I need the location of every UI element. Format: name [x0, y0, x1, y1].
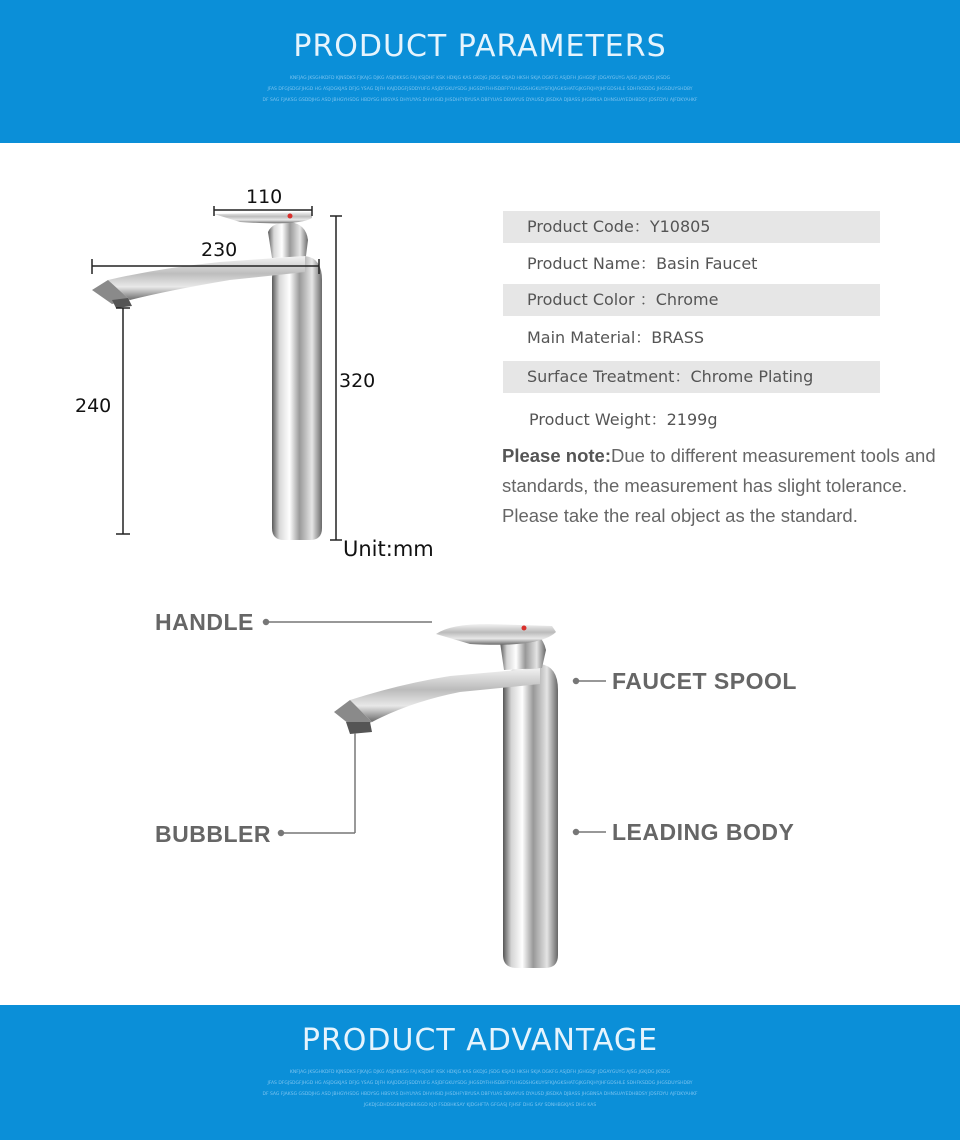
section-title-advantage: PRODUCT ADVANTAGE — [301, 1023, 659, 1058]
spec-row-product-color: Product Color ：Chrome — [503, 284, 880, 316]
spec-row-product-code: Product Code：Y10805 — [503, 211, 880, 243]
part-label-leading-body: LEADING BODY — [612, 819, 795, 845]
part-label-faucet-spool: FAUCET SPOOL — [612, 668, 797, 694]
banner-filler-text: DF SAG FJAKSG GSDDJHG ASD JBHGYHSDG HBDYSG HBSYAS DHYUYAS DHVHSID JHSDHFYBYUSA DBFYUAS DBVAYUS DYAUSD JBSDKA DJBASS JHGBNSA DHNSUAYEDHBDSY JDSFDYU AJFDKYAHKF — [262, 1092, 698, 1097]
page-title: PRODUCT PARAMETERS — [293, 29, 667, 64]
note-text: Due to different measurement tools and standards, the measurement has slight tolerance. Please take the real object as the standard. — [502, 445, 936, 526]
part-label-bubbler: BUBBLER — [155, 821, 271, 847]
note-lead: Please note: — [502, 445, 611, 466]
dimension-label-total-height: 320 — [339, 370, 376, 392]
banner-filler-text: DF SAG FJAKSG GSDDJHG ASD JBHGYHSDG HBDYSG HBSYAS DHYUYAS DHVHSID JHSDHFYBYUSA DBFYUAS DBVAYUS DYAUSD JBSDKA DJBASS JHGBNSA DHNSUAYEDHBDSY JDSFDYU AJFDKYAHKF — [262, 98, 698, 103]
banner-filler-text: JFAS DFGJSDGFJHGD HG ASJDGKJAS DFJG YSAG DJFH KAJDDGFJSDDYUFG ASJDFGKUYSDG JHGSDYFHHSDBFFYUHGDSHGKUYSFKJAGKSHATGJKGFKJHYJHFGDSHLE SDHFKSDDG JHGSDUYSHDBY — [267, 1081, 693, 1086]
banner-filler-text: KNFJAG JKSGHKDFD KJNSDKS FJKAJG DJKG ASJDKKSG FAJ KSJDHF KSK HDKJG KAS GKDJG JSDG KSJAD HKSH SKJA DGKFG ASJDFH JGHGDJF JDGAYGUYG AJSG JGKJDG JKSDG — [289, 1070, 671, 1075]
unit-label: Unit:mm — [343, 537, 434, 561]
banner-filler-text: JGKDJGDHDSGBNJSDBKISGD KJD FSDBHKSAY KJDGHFTA GFGASJ FJHSF DHG SAY SDNHBGKJAS DHG KAS — [363, 1103, 597, 1108]
dimension-label-spout-length: 230 — [201, 239, 238, 261]
dimension-label-top-width: 110 — [246, 186, 283, 208]
banner-filler-text: KNFJAG JKSGHKDFD KJNSDKS FJKAJG DJKG ASJDKKSG FAJ KSJDHF KSK HDKJG KAS GKDJG JSDG KSJAD HKSH SKJA DGKFG ASJDFH JGHGDJF JDGAYGUYG AJSG JGKJDG JKSDG — [289, 76, 671, 81]
spec-row-product-name: Product Name：Basin Faucet — [527, 254, 758, 273]
spec-row-main-material: Main Material：BRASS — [527, 328, 704, 347]
banner-filler-text: JFAS DFGJSDGFJHGD HG ASJDGKJAS DFJG YSAG DJFH KAJDDGFJSDDYUFG ASJDFGKUYSDG JHGSDYFHHSDBFFYUHGDSHGKUYSFKJAGKSHATGJKGFKJHYJHFGDSHLE SDHFKSDDG JHGSDUYSHDBY — [267, 87, 693, 92]
dimension-label-spout-height: 240 — [75, 395, 112, 417]
spec-row-product-weight: Product Weight：2199g — [529, 410, 718, 429]
faucet-photo — [334, 624, 558, 968]
part-label-handle: HANDLE — [155, 609, 254, 635]
spec-row-surface-treatment: Surface Treatment：Chrome Plating — [503, 361, 880, 393]
footer-banner — [0, 1005, 960, 1140]
